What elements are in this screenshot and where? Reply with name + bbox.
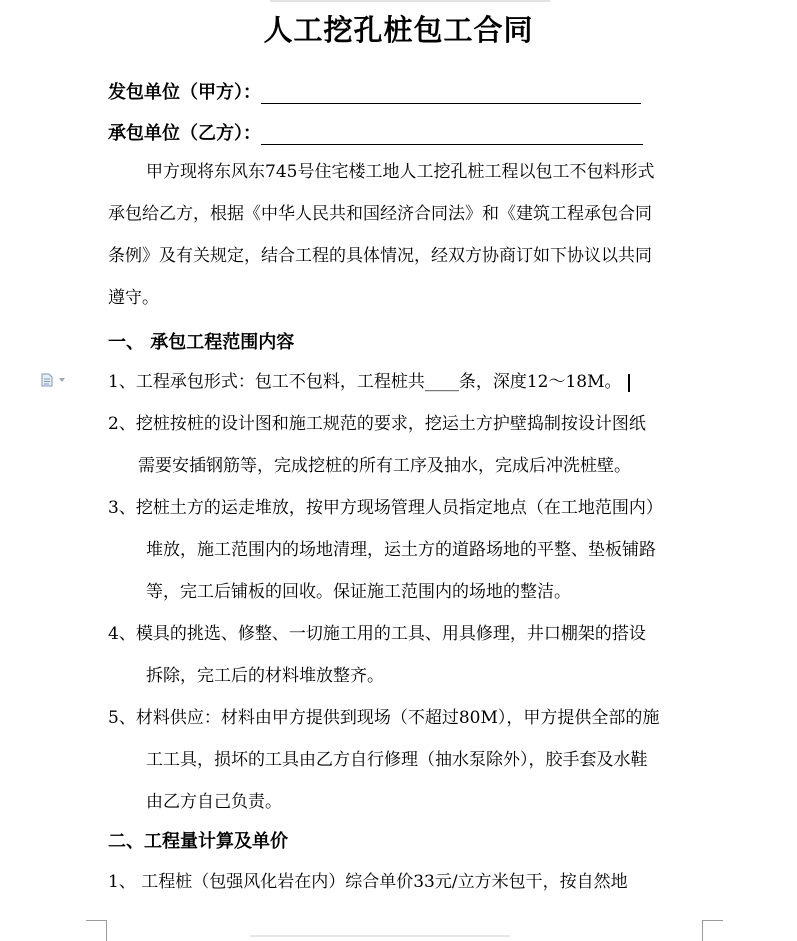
item-2-line: 2、挖桩按桩的设计图和施工规范的要求，挖运土方护壁捣制按设计图纸 <box>108 414 646 434</box>
section2-heading: 二、工程量计算及单价 <box>108 831 288 852</box>
party-b-blank[interactable] <box>261 124 643 145</box>
item-5-line: 工工具，损坏的工具由乙方自行修理（抽水泵除外），胶手套及水鞋 <box>146 750 648 770</box>
text-cursor <box>628 374 630 392</box>
item-3-line: 3、挖桩土方的运走堆放，按甲方现场管理人员指定地点（在工地范围内） <box>108 498 663 518</box>
party-b-label: 承包单位（乙方）： <box>108 123 261 144</box>
item-3-line: 等，完工后铺板的回收。保证施工范围内的场地的整洁。 <box>146 582 571 602</box>
item-3-line: 堆放，施工范围内的场地清理，运土方的道路场地的平整、垫板铺路 <box>146 540 656 560</box>
page-corner-mark <box>86 920 107 941</box>
document-icon[interactable] <box>40 373 54 387</box>
section2-item-1: 1、 工程桩（包强风化岩在内）综合单价33元/立方米包干，按自然地 <box>108 872 628 892</box>
header-remnant <box>270 0 550 3</box>
item-1: 1、工程承包形式：包工不包料，工程桩共____条，深度12～18M。 <box>108 361 630 403</box>
intro-line: 遵守。 <box>108 288 159 308</box>
section1-heading: 一、 承包工程范围内容 <box>108 332 295 353</box>
party-a-label: 发包单位（甲方）： <box>108 82 261 103</box>
item-2-line: 需要安插钢筋等，完成挖桩的所有工序及抽水，完成后冲洗桩壁。 <box>138 456 631 476</box>
party-a-blank[interactable] <box>261 83 641 104</box>
footer-remnant <box>250 934 510 938</box>
intro-line: 甲方现将东风东745号住宅楼工地人工挖孔桩工程以包工不包料形式 <box>146 162 655 182</box>
item-4-line: 拆除，完工后的材料堆放整齐。 <box>146 666 384 686</box>
item-4-line: 4、模具的挑选、修整、一切施工用的工具、用具修理，井口棚架的搭设 <box>108 624 646 644</box>
party-a-field <box>108 78 641 104</box>
item-5-line: 5、材料供应：材料由甲方提供到现场（不超过80M），甲方提供全部的施 <box>108 708 660 728</box>
dropdown-arrow-icon[interactable] <box>59 378 65 382</box>
page-corner-mark <box>702 920 723 941</box>
party-b-field <box>108 119 643 145</box>
intro-line: 承包给乙方，根据《中华人民共和国经济合同法》和《建筑工程承包合同 <box>108 204 652 224</box>
intro-line: 条例》及有关规定，结合工程的具体情况，经双方协商订如下协议以共同 <box>108 246 652 266</box>
item-5-line: 由乙方自己负责。 <box>146 792 282 812</box>
document-title: 人工挖孔桩包工合同 <box>263 13 534 47</box>
